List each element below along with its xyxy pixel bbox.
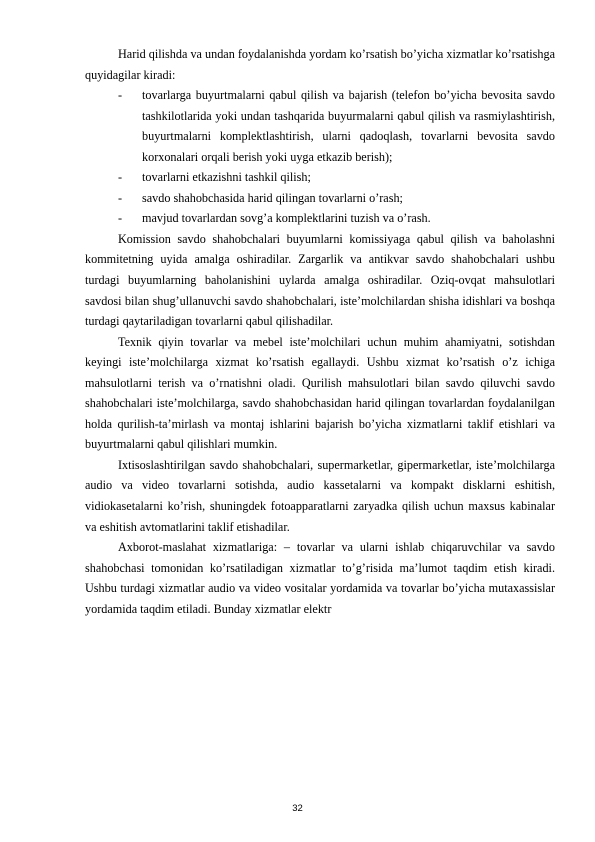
document-body — [85, 44, 555, 619]
list-marker: - — [118, 190, 123, 205]
paragraph-texnik: Texnik qiyin tovarlar va mebel iste’molchilari uchun muhim ahamiyatni, sotishdan keyingi iste’molchilarga xizmat ko’rsatish egallaydi. Ushbu xizmat ko’rsatish o’z ichiga mahsulotlarni terish va o’rnatishni oladi. Qurilish mahsulotlari bilan savdo qiluvchi savdo shahobchalari iste’molchilarga, savdo shahobchasidan harid qilingan tovarlardan foydalanilgan holda qurilish-ta’mirlash va montaj ishlarini bajarish bo’yicha xizmatlarni taklif etishlari va buyurtmalarni qabul qilishlari mumkin. — [85, 334, 555, 452]
paragraph-intro: Harid qilishda va undan foydalanishda yordam ko’rsatish bo’yicha xizmatlar ko’rsatishga quyidagilar kiradi: — [85, 47, 555, 82]
paragraph-ixtisoslashtirilgan: Ixtisoslashtirilgan savdo shahobchalari, supermarketlar, gipermarketlar, iste’molchilarga audio va video tovarlarni sotishda, audio kassetalarni va kompakt disklarni eshitish, vidiokasetalarni ko’rish, shuningdek fotoapparatlarni zaryadka qilish uchun maxsus kabinalar va eshitish avtomatlarini taklif etishadilar. — [85, 457, 555, 534]
list-marker: - — [118, 88, 123, 103]
list-marker: - — [118, 211, 123, 226]
page-number: 32 — [292, 803, 303, 814]
list-item — [85, 188, 555, 209]
services-list — [85, 85, 555, 229]
list-item — [85, 167, 555, 188]
paragraph-komission: Komission savdo shahobchalari buyumlarni komissiyaga qabul qilish va baholashni kommitetning uyida amalga oshiradilar. Zargarlik va antikvar savdo shahobchalari ushbu turdagi buyumlarning baholanishini uylarda amalga oshiradilar. Oziq-ovqat mahsulotlari savdosi bilan shug’ullanuvchi savdo shahobchalari, iste’molchilardan shisha idishlari va boshqa turdagi qaytariladigan tovarlarni qabul qilishadilar. — [85, 231, 555, 329]
list-marker: - — [118, 170, 123, 185]
list-item — [85, 85, 555, 167]
list-item — [85, 208, 555, 229]
list-item-text: mavjud tovarlardan sovg’a komplektlarini tuzish va o’rash. — [142, 211, 431, 226]
paragraph-axborot: Axborot-maslahat xizmatlariga: – tovarlar va ularni ishlab chiqaruvchilar va savdo shahobchasi tomonidan ko’rsatiladigan xizmatlar to’g’risida ma’lumot taqdim etish kiradi. Ushbu turdagi xizmatlar audio va video vositalar yordamida va tovarlar bo’yicha mutaxassislar yordamida taqdim etiladi. Bunday xizmatlar elektr — [85, 540, 555, 616]
list-item-text: tovarlarni etkazishni tashkil qilish; — [142, 170, 311, 185]
list-item-text: tovarlarga buyurtmalarni qabul qilish va bajarish (telefon bo’yicha bevosita savdo tashkilotlarida yoki undan tashqarida buyurmalarni qabul qilish va rasmiylashtirish, buyurtmalarni komplektlashtirish, ularni qadoqlash, tovarlarni bevosita savdo korxonalari orqali berish yoki uyga etkazib berish); — [142, 88, 555, 164]
list-item-text: savdo shahobchasida harid qilingan tovarlarni o’rash; — [142, 190, 403, 205]
